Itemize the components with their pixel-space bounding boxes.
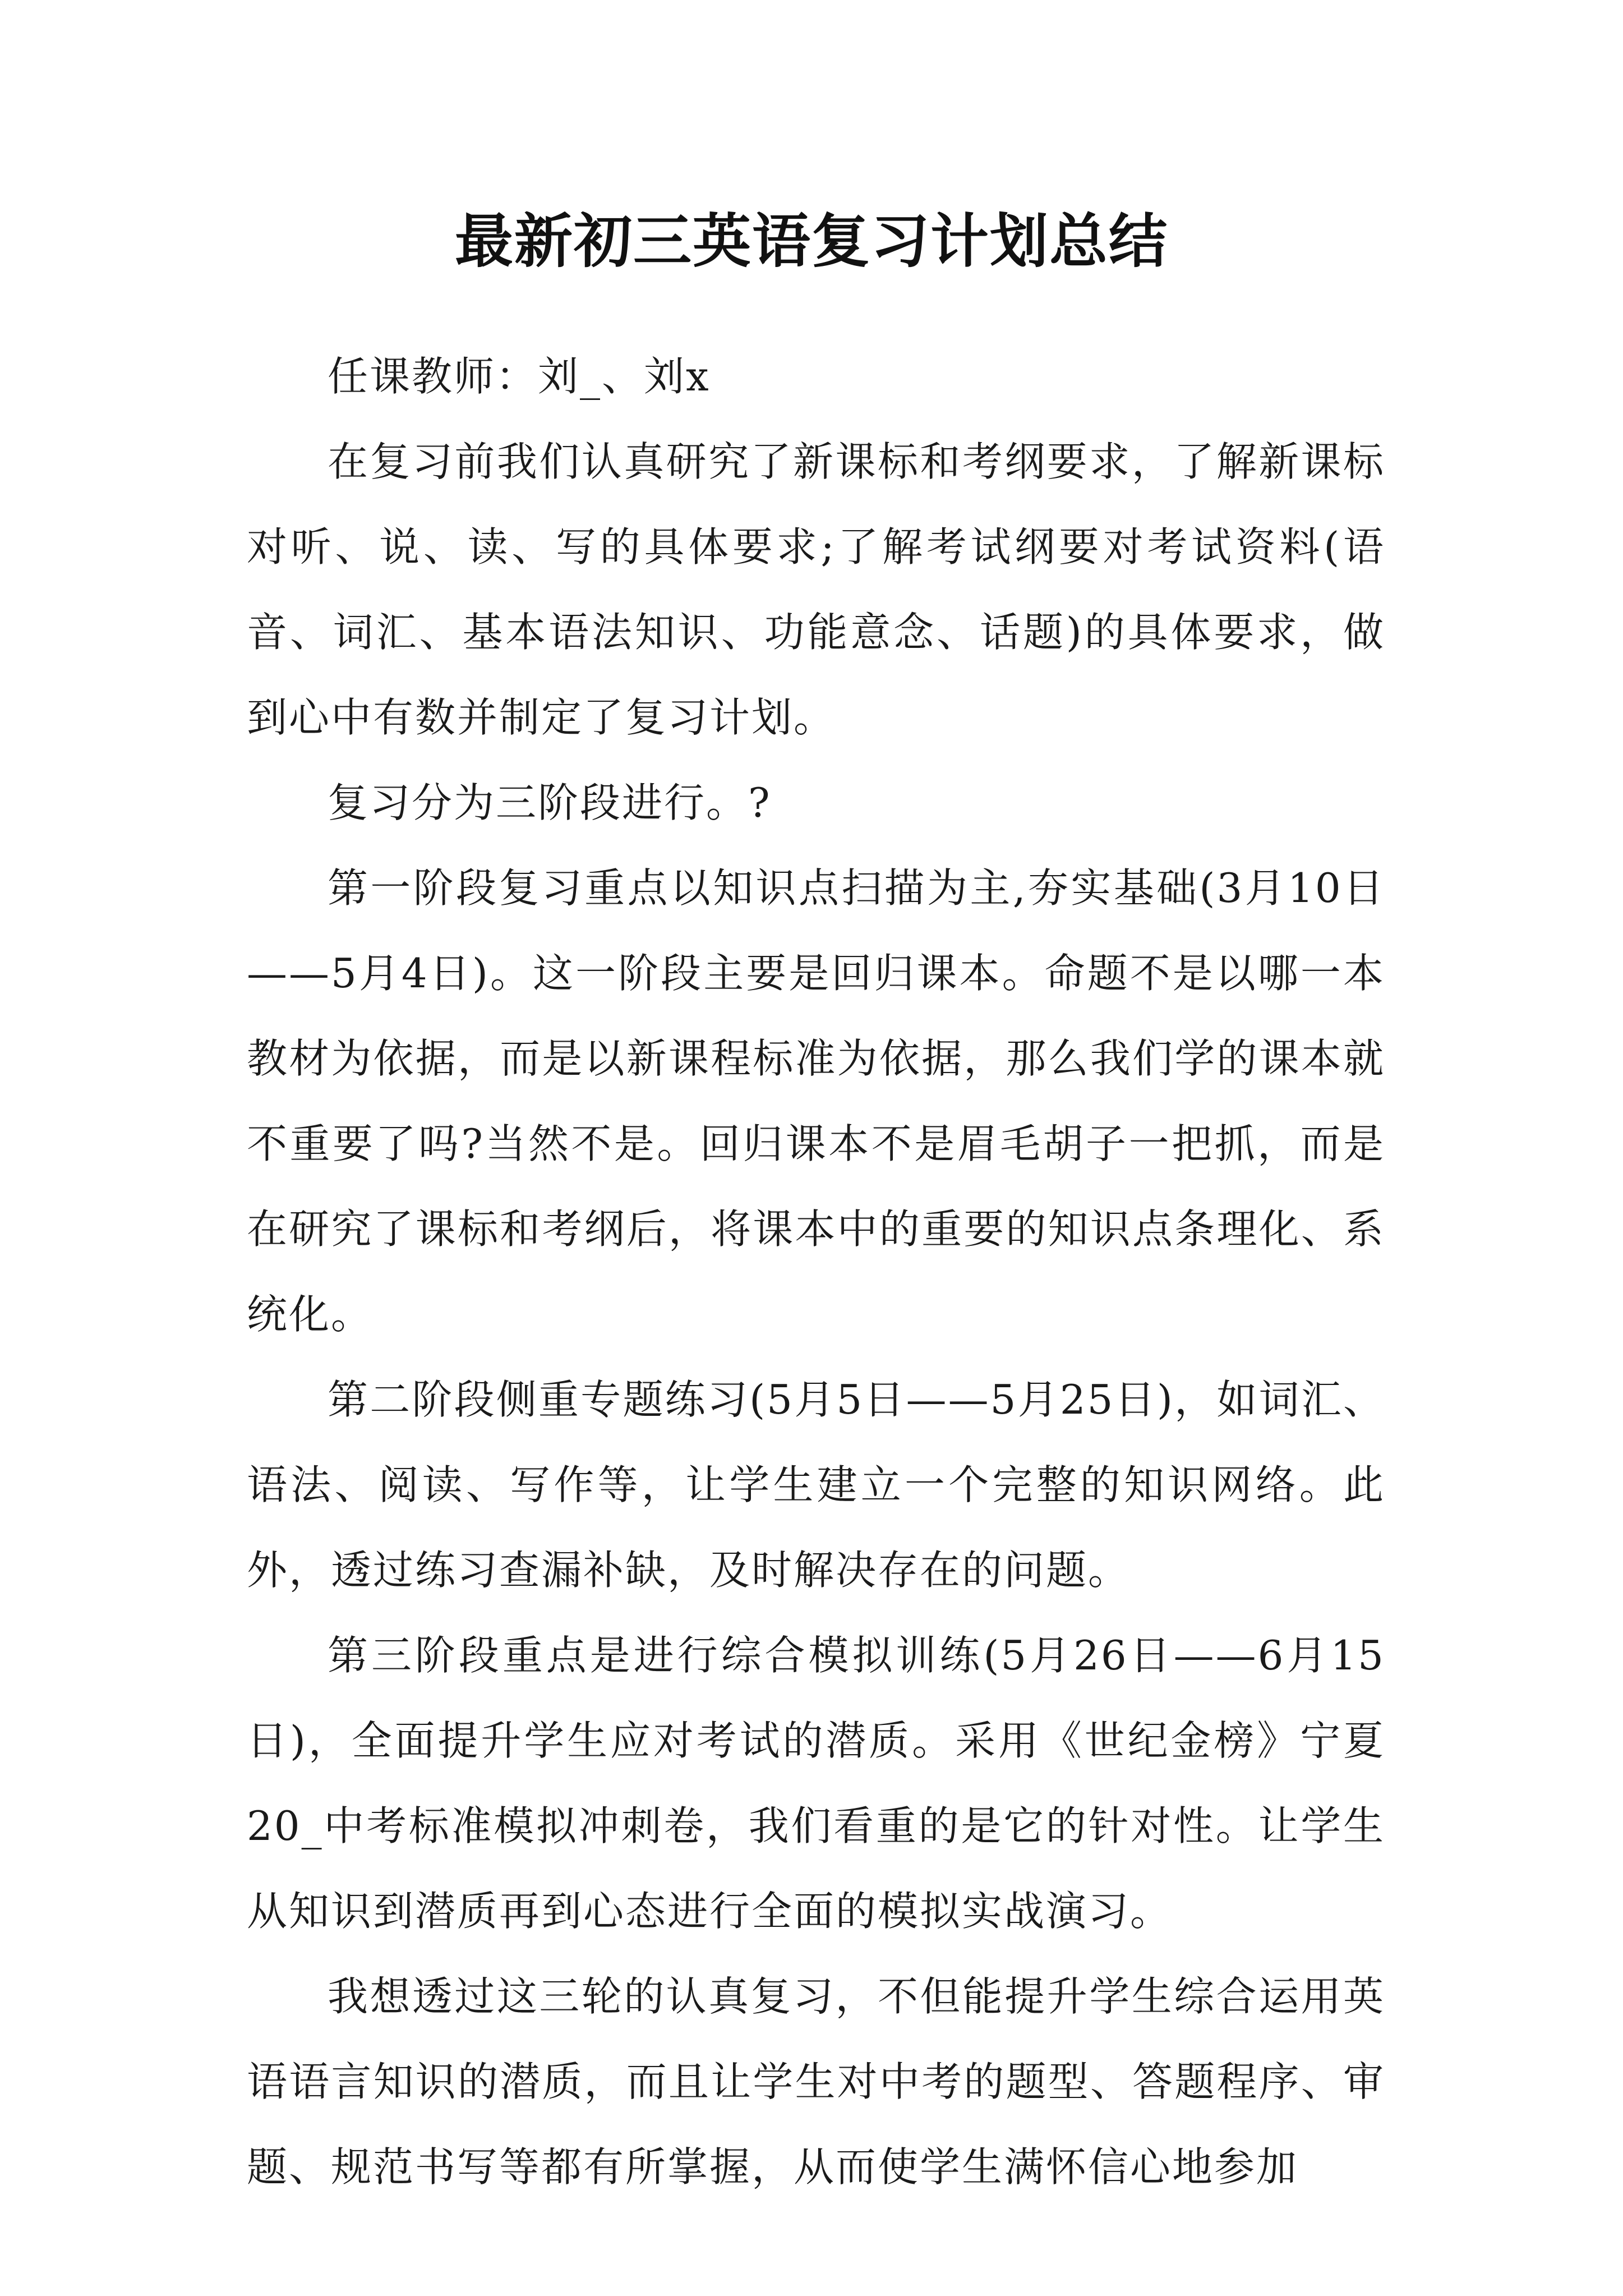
paragraph-conclusion: 我想透过这三轮的认真复习，不但能提升学生综合运用英语语言知识的潜质，而且让学生对中考的题型、答题程序、审题、规范书写等都有所掌握，从而使学生满怀信心地参加: [247, 1973, 1385, 2191]
paragraph-preparation: 在复习前我们认真研究了新课标和考纲要求，了解新课标对听、说、读、写的具体要求;了解考试纲要对考试资料(语音、词汇、基本语法知识、功能意念、话题)的具体要求，做到心中有数并制定了复习计划。: [247, 438, 1385, 741]
document-title: 最新初三英语复习计划总结: [454, 206, 1168, 275]
paragraph-stages-intro: 复习分为三阶段进行。?: [328, 779, 772, 826]
paragraph-stage-three: 第三阶段重点是进行综合模拟训练(5月26日——6月15日)，全面提升学生应对考试的潜质。采用《世纪金榜》宁夏20_中考标准模拟冲刺卷，我们看重的是它的针对性。让学生从知识到潜质再到心态进行全面的模拟实战演习。: [247, 1632, 1385, 1935]
paragraph-stage-two: 第二阶段侧重专题练习(5月5日——5月25日)，如词汇、语法、阅读、写作等，让学生建立一个完整的知识网络。此外，透过练习查漏补缺，及时解决存在的问题。: [247, 1376, 1385, 1594]
document-body: [247, 334, 1385, 2210]
paragraph-stage-one: 第一阶段复习重点以知识点扫描为主,夯实基础(3月10日——5月4日)。这一阶段主要是回归课本。命题不是以哪一本教材为依据，而是以新课程标准为依据，那么我们学的课本就不重要了吗?当然不是。回归课本不是眉毛胡子一把抓，而是在研究了课标和考纲后，将课本中的重要的知识点条理化、系统化。: [247, 864, 1385, 1338]
teacher-line: 任课教师：刘_、刘x: [328, 353, 711, 400]
